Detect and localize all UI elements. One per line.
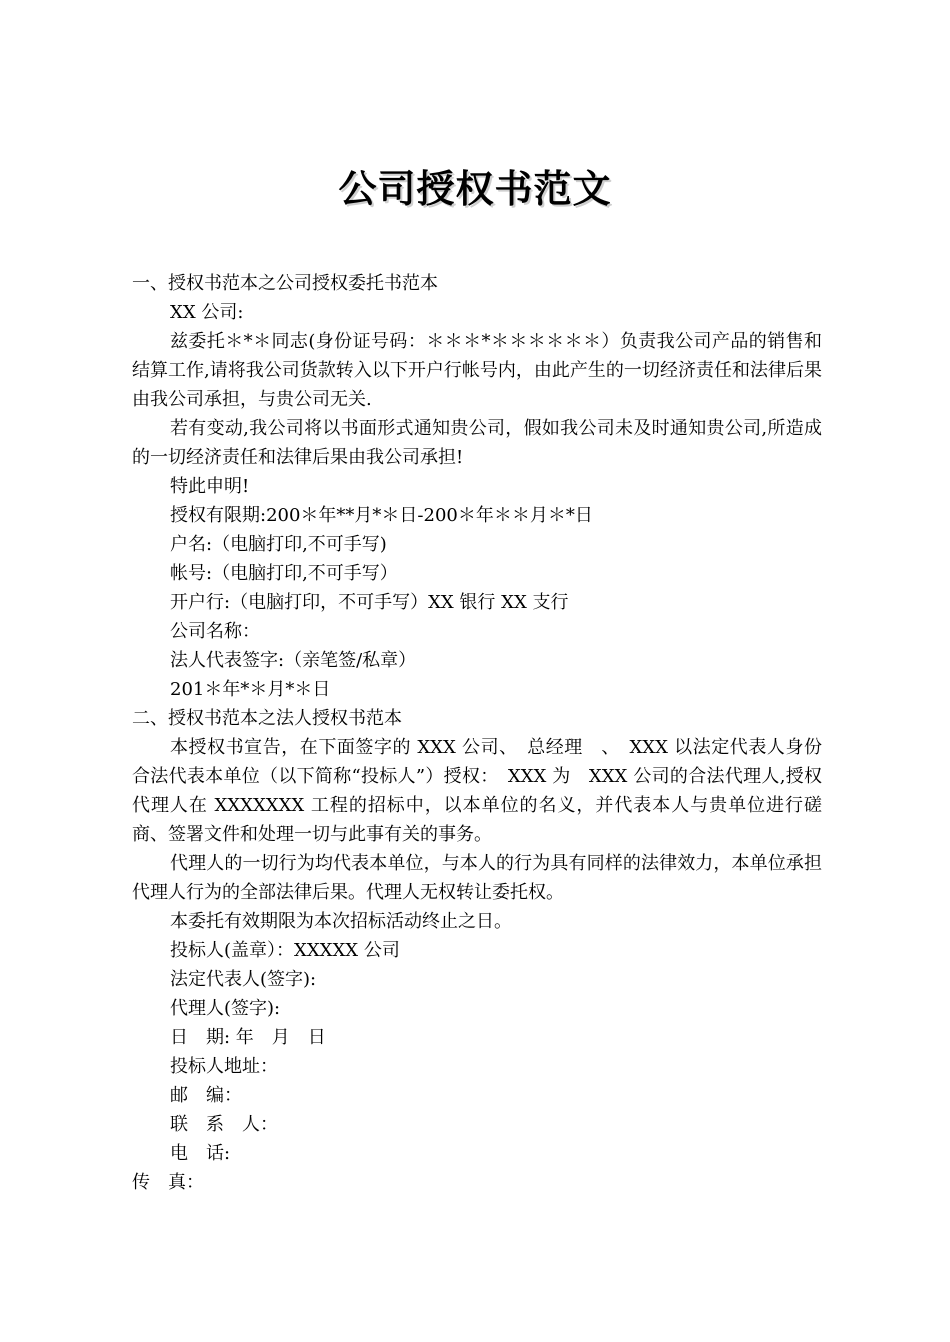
section2-paragraph-2: 代理人的一切行为均代表本单位，与本人的行为具有同样的法律效力，本单位承担代理人行为的全部法律后果。代理人无权转让委托权。 — [132, 853, 822, 903]
section2-date: 日 期: 年 月 日 — [170, 1027, 326, 1048]
section1-statement: 特此申明! — [170, 476, 250, 497]
document-body — [132, 269, 822, 1197]
section1-paragraph-1: 兹委托＊*＊同志(身份证号码：＊＊＊*＊＊＊＊＊＊）负责我公司产品的销售和结算工作,请将我公司货款转入以下开户行帐号内，由此产生的一切经济责任和法律后果由我公司承担，与贵公司无关. — [132, 331, 822, 410]
section1-heading: 一、授权书范本之公司授权委托书范本 — [132, 273, 438, 294]
section1-addressee: XX 公司: — [170, 302, 244, 323]
section1-validity: 授权有限期:200＊年**月*＊日-200＊年＊＊月＊*日 — [170, 505, 593, 526]
section1-account-number: 帐号:（电脑打印,不可手写） — [170, 563, 398, 584]
section1-date: 201＊年*＊月*＊日 — [170, 679, 331, 700]
section2-bidder: 投标人(盖章）：XXXXX 公司 — [170, 940, 400, 961]
section2-heading: 二、授权书范本之法人授权书范本 — [132, 708, 402, 729]
section1-signature: 法人代表签字:（亲笔签/私章） — [170, 650, 417, 671]
section2-contact: 联 系 人： — [170, 1114, 278, 1135]
section1-bank: 开户行:（电脑打印，不可手写）XX 银行 XX 支行 — [170, 592, 569, 613]
section2-phone: 电 话: — [170, 1143, 231, 1164]
section2-postcode: 邮 编： — [170, 1085, 242, 1106]
section2-paragraph-1: 本授权书宣告，在下面签字的 XXX 公司、 总经理 、 XXX 以法定代表人身份合法代表本单位（以下简称“投标人”）授权： XXX 为 XXX 公司的合法代理人,授权代理人在 XXXXXXX 工程的招标中，以本单位的名义，并代表本人与贵单位进行磋商、签署文件和处理一切与此事有关的事务。 — [132, 737, 822, 845]
section1-paragraph-2: 若有变动,我公司将以书面形式通知贵公司，假如我公司未及时通知贵公司,所造成的一切经济责任和法律后果由我公司承担! — [132, 418, 822, 468]
document-title: 公司授权书范文 — [338, 166, 612, 211]
section2-agent: 代理人(签字): — [170, 998, 281, 1019]
section1-company-name: 公司名称： — [170, 621, 260, 642]
section1-account-name: 户名:（电脑打印,不可手写) — [170, 534, 387, 555]
section2-address: 投标人地址： — [170, 1056, 278, 1077]
section2-legal-representative: 法定代表人(签字): — [170, 969, 317, 990]
section2-paragraph-3: 本委托有效期限为本次招标活动终止之日。 — [170, 911, 512, 932]
section2-fax: 传 真： — [132, 1172, 204, 1193]
